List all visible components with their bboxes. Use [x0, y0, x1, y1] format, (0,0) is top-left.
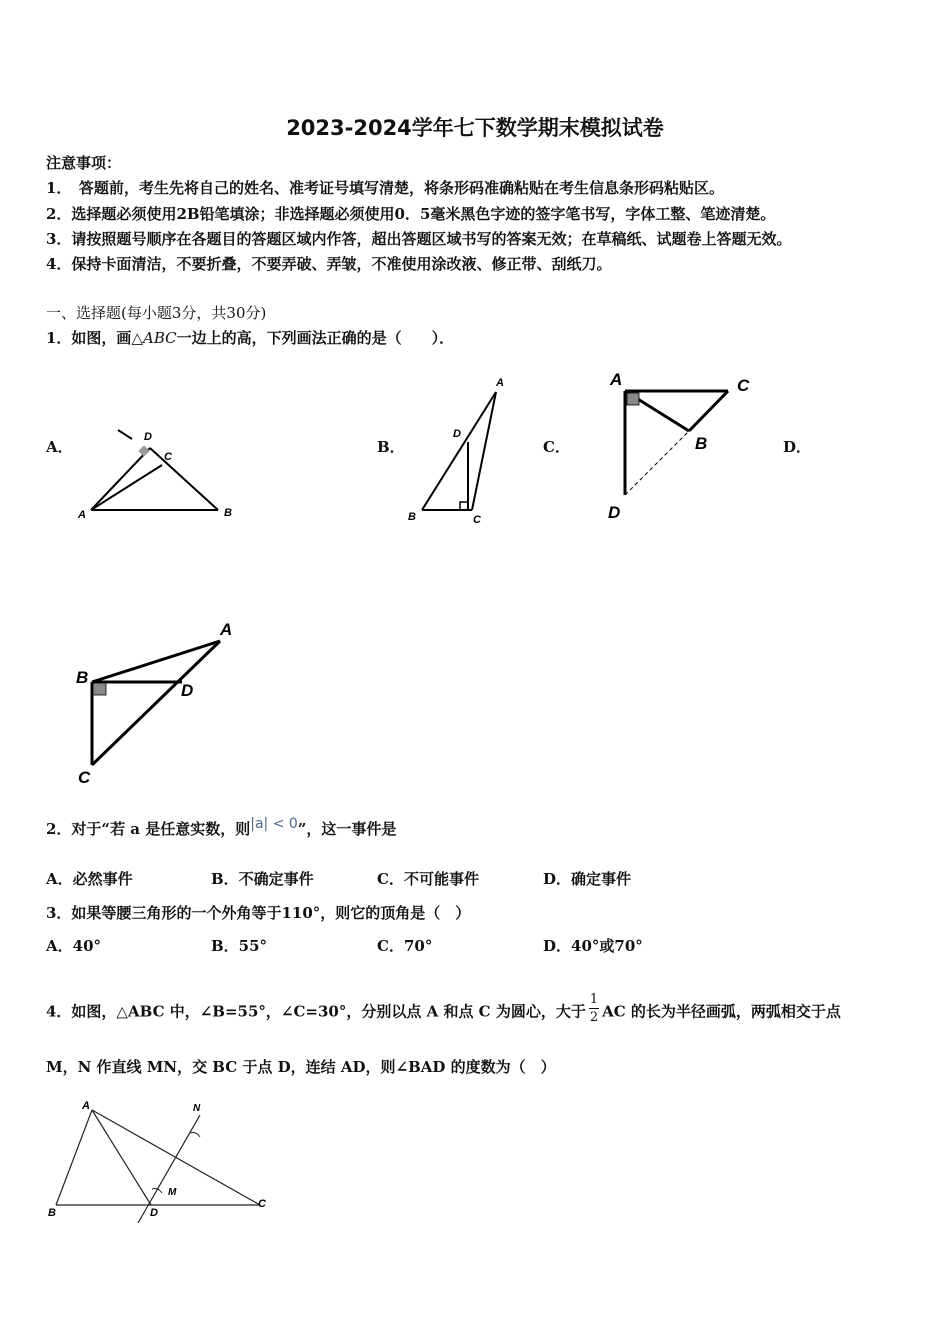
q4-frac-den: 2: [589, 1010, 599, 1025]
q4-fig-label-c: C: [258, 1198, 266, 1210]
fig-a-label-d: D: [144, 431, 152, 443]
fig-b-label-a: A: [496, 377, 504, 389]
q3-option-c: C．70°: [377, 937, 433, 955]
q1-option-c-label: C．: [543, 438, 570, 456]
q3-option-d: D．40°或70°: [543, 937, 643, 955]
question-4-stem-line2: M，N 作直线 MN，交 BC 于点 D，连结 AD，则∠BAD 的度数为（ ）: [46, 1058, 556, 1076]
question-3-stem: 3．如果等腰三角形的一个外角等于110°，则它的顶角是（ ）: [46, 904, 471, 922]
fig-c-label-c: C: [737, 376, 750, 395]
fig-c-label-b: B: [695, 434, 708, 453]
page-title: 2023-2024学年七下数学期末模拟试卷: [286, 116, 664, 140]
q4-frac-num: 1: [589, 992, 599, 1007]
fig-d-label-d: D: [181, 681, 194, 700]
q2-stem-suffix: ”，这一事件是: [297, 820, 397, 838]
q3-option-a: A．40°: [46, 937, 102, 955]
question-2-stem: [46, 818, 396, 839]
notice-item: 1． 答题前，考生先将自己的姓名、准考证号填写清楚，将条形码准确粘贴在考生信息条形码粘贴区。: [46, 179, 724, 197]
notice-heading: 注意事项：: [46, 154, 122, 172]
fig-b-label-c: C: [473, 514, 481, 526]
q4-fig-label-b: B: [48, 1207, 56, 1219]
fig-b-label-d: D: [453, 428, 461, 440]
fig-d-label-a: A: [220, 620, 233, 639]
question-1-stem: [46, 327, 454, 348]
q4-fig-label-m: M: [168, 1187, 177, 1198]
q1-stem-math: △ABC: [131, 329, 177, 347]
fig-b-label-b: B: [408, 511, 416, 523]
q2-stem-prefix: 2．对于“若 a 是任意实数，则: [46, 820, 251, 838]
q3-option-b: B．55°: [211, 937, 268, 955]
q4-fig-label-a: A: [82, 1100, 90, 1112]
q1-stem-prefix: 1．如图，画: [46, 329, 132, 347]
notice-item: 2．选择题必须使用2B铅笔填涂；非选择题必须使用0．5毫米黑色字迹的签字笔书写，字体工整、笔迹清楚。: [46, 205, 776, 223]
q4-fraction: [589, 991, 599, 1026]
notice-item: 4．保持卡面清洁，不要折叠，不要弄破、弄皱，不准使用涂改液、修正带、刮纸刀。: [46, 255, 612, 273]
section-heading: 一、选择题(每小题3分，共30分): [46, 304, 267, 322]
q1-stem-suffix: 一边上的高，下列画法正确的是（ ）．: [176, 329, 455, 347]
q1-option-a-label: A．: [46, 438, 73, 456]
q4-stem-part2: AC 的长为半径画弧，两弧相交于点: [602, 1002, 841, 1021]
question-4-stem-line1: [46, 992, 841, 1030]
q4-stem-part1: 4．如图，△ABC 中，∠B=55°，∠C=30°，分别以点 A 和点 C 为圆心，大于: [46, 1002, 586, 1021]
q1-figure-c: [600, 365, 760, 525]
q2-stem-math: |a| < 0: [250, 816, 298, 832]
q2-option-b: B．不确定事件: [211, 870, 314, 888]
fig-a-label-c: C: [164, 451, 172, 463]
fig-a-label-a: A: [78, 509, 86, 521]
q4-fig-label-d: D: [150, 1207, 158, 1219]
q4-fig-label-n: N: [193, 1103, 201, 1114]
fig-a-label-b: B: [224, 507, 232, 519]
fig-d-label-c: C: [78, 768, 91, 787]
notice-item: 3．请按照题号顺序在各题目的答题区域内作答，超出答题区域书写的答案无效；在草稿纸、试题卷上答题无效。: [46, 230, 792, 248]
q1-figure-b: [400, 370, 515, 530]
fig-d-label-b: B: [76, 668, 89, 687]
fig-c-label-a: A: [610, 370, 623, 389]
q2-option-c: C．不可能事件: [377, 870, 479, 888]
q1-option-b-label: B．: [377, 438, 405, 456]
q1-option-d-label: D．: [783, 438, 812, 456]
q2-option-a: A．必然事件: [46, 870, 133, 888]
fig-c-label-d: D: [608, 503, 621, 522]
q1-figure-a: [70, 420, 240, 525]
q1-figure-d: [70, 615, 250, 790]
q4-figure: [40, 1095, 280, 1225]
q2-option-d: D．确定事件: [543, 870, 632, 888]
